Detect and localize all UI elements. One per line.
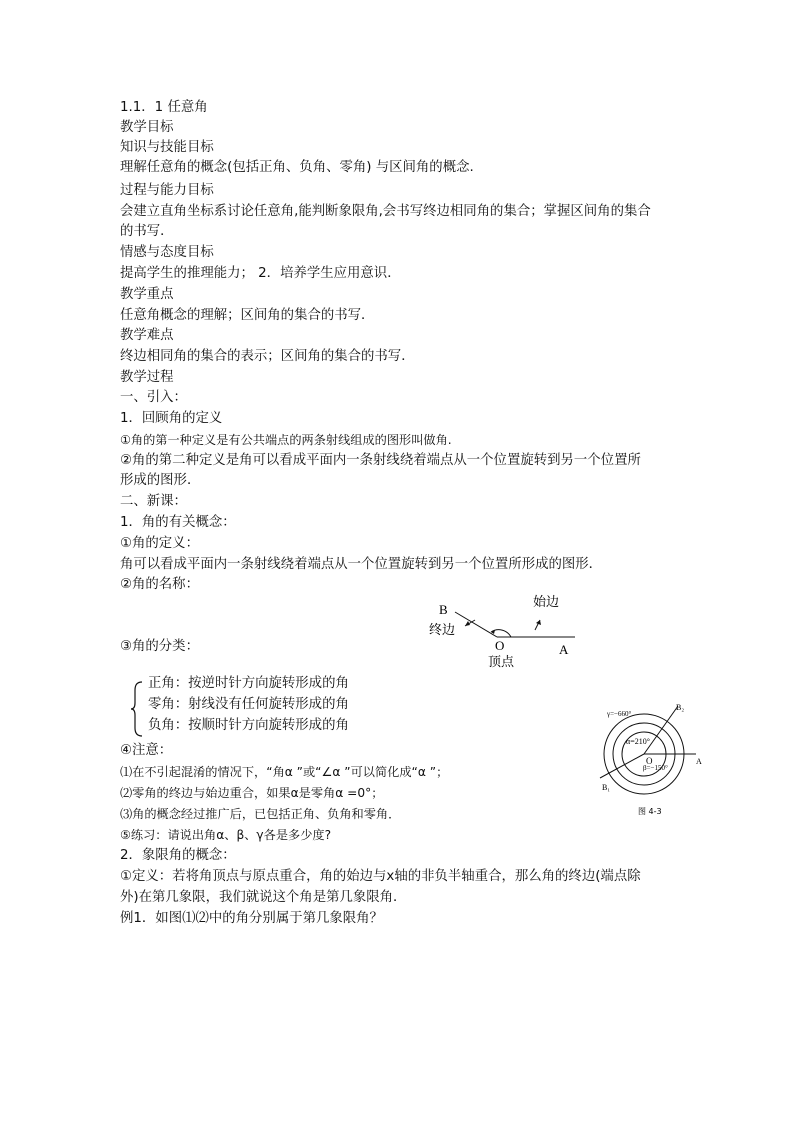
text-line: ⑤练习：请说出角α、β、γ各是多少度? — [120, 828, 332, 842]
text-line: ④注意： — [120, 743, 173, 758]
heading-key-points: 教学重点 — [120, 287, 174, 302]
text-line: ①角的第一种定义是有公共端点的两条射线组成的图形叫做角. — [120, 433, 452, 447]
text-line: 终边相同角的集合的表示；区间角的集合的书写． — [120, 349, 415, 364]
text-line: ⑵零角的终边与始边重合，如果α是零角α =0°； — [120, 786, 384, 800]
heading-new-lesson: 二、新课： — [120, 494, 187, 509]
label-b1: B₁ — [602, 783, 611, 792]
text-line: 会建立直角坐标系讨论任意角,能判断象限角,会书写终边相同角的集合；掌握区间角的集合 — [120, 204, 651, 219]
figure-4-3 — [596, 696, 706, 820]
section-title: 1.1．1 任意角 — [120, 100, 208, 115]
heading-teaching-goals: 教学目标 — [120, 120, 174, 135]
label-initial-side: 始边 — [533, 595, 560, 610]
label-a: A — [559, 642, 569, 657]
figure-caption: 图 4-3 — [638, 807, 662, 816]
label-a: A — [696, 757, 702, 766]
text-line: ②角的名称： — [120, 577, 199, 592]
text-line: ①角的定义： — [120, 536, 199, 551]
heading-difficulties: 教学难点 — [120, 328, 174, 343]
label-b: B — [439, 602, 448, 617]
class-negative-angle: 负角：按顺时针方向旋转形成的角 — [148, 718, 349, 733]
terminal-ray — [455, 612, 497, 637]
text-line: ②角的第二种定义是角可以看成平面内一条射线绕着端点从一个位置旋转到另一个位置所 — [120, 453, 641, 468]
label-o: O — [646, 756, 653, 766]
text-line: 的书写． — [120, 224, 174, 239]
angle-diagram — [425, 592, 585, 672]
text-line: 例1．如图⑴⑵中的角分别属于第几象限角？ — [120, 911, 383, 926]
label-alpha: α=210° — [626, 737, 650, 746]
text-line: ③角的分类： — [120, 639, 199, 654]
text-line: ⑶角的概念经过推广后，已包括正角、负角和零角． — [120, 807, 401, 821]
label-o: O — [495, 638, 505, 653]
text-line: 1．回顾角的定义 — [120, 411, 223, 426]
heading-teaching-process: 教学过程 — [120, 370, 174, 385]
text-line: ⑴在不引起混淆的情况下，“角α ”或“∠α ”可以简化成“α ”； — [120, 765, 449, 779]
heading-knowledge-goals: 知识与技能目标 — [120, 140, 214, 155]
heading-introduction: 一、引入： — [120, 390, 187, 405]
text-line: 理解任意角的概念(包括正角、负角、零角) 与区间角的概念. — [120, 160, 474, 175]
classification-brace — [130, 680, 144, 738]
text-line: ①定义：若将角顶点与原点重合，角的始边与x轴的非负半轴重合，那么角的终边(端点除 — [120, 869, 641, 884]
text-line: 任意角概念的理解；区间角的集合的书写． — [120, 308, 375, 323]
text-line: 角可以看成平面内一条射线绕着端点从一个位置旋转到另一个位置所形成的图形． — [120, 557, 603, 572]
label-gamma: γ=−660° — [607, 710, 632, 718]
text-line: 形成的图形． — [120, 473, 201, 488]
heading-attitude-goals: 情感与态度目标 — [120, 245, 214, 260]
class-positive-angle: 正角：按逆时针方向旋转形成的角 — [148, 676, 349, 691]
label-terminal-side: 终边 — [429, 623, 456, 638]
text-line: 提高学生的推理能力； 2．培养学生应用意识． — [120, 266, 401, 281]
class-zero-angle: 零角：射线没有任何旋转形成的角 — [148, 697, 349, 712]
text-line: 2．象限角的概念： — [120, 848, 236, 863]
text-line: 1．角的有关概念： — [120, 515, 236, 530]
arrow-terminal-head — [465, 621, 470, 626]
text-line: 外)在第几象限，我们就说这个角是第几象限角． — [120, 890, 407, 905]
heading-process-goals: 过程与能力目标 — [120, 183, 214, 198]
ray-ob2 — [644, 706, 678, 754]
label-vertex: 顶点 — [488, 655, 515, 670]
label-b2: B₂ — [676, 703, 685, 712]
arrow-initial-head — [536, 620, 541, 625]
label-beta: β=−150° — [643, 764, 668, 772]
